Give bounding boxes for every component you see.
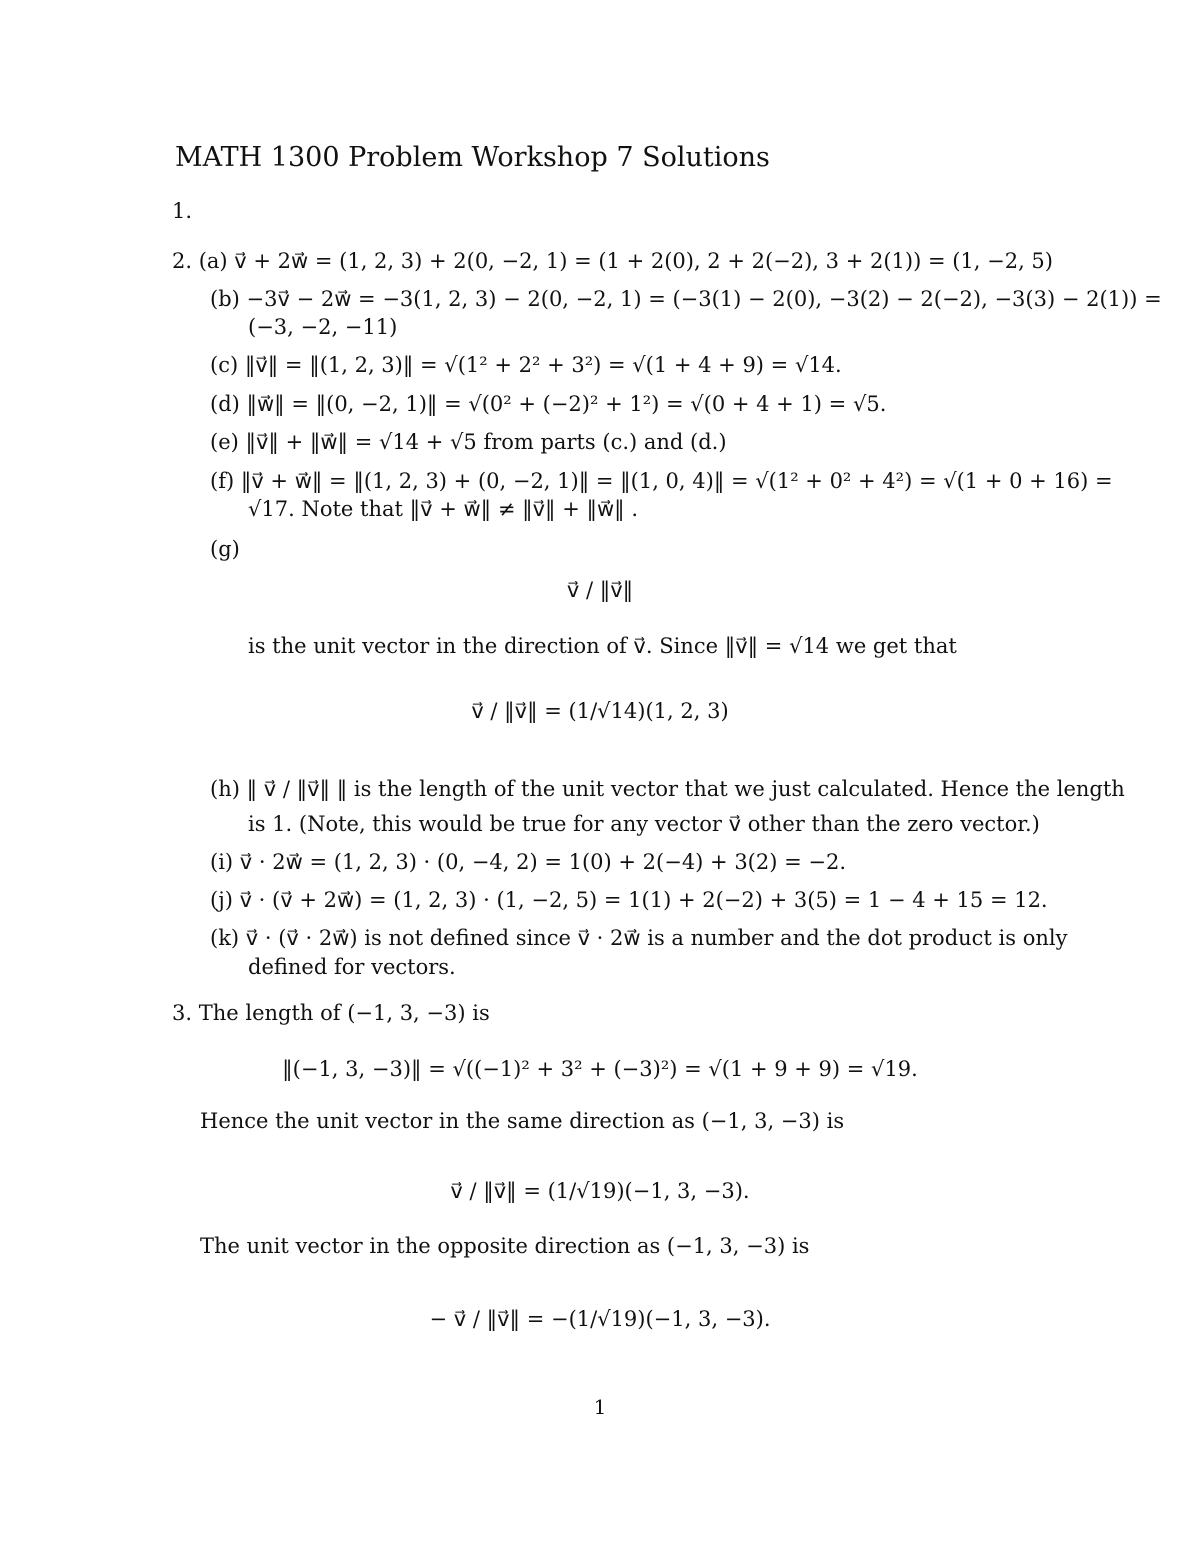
problem-3-opposite-direction: The unit vector in the opposite direction as (−1, 3, −3) is: [200, 1234, 810, 1258]
problem-2c: (c) ‖v⃗‖ = ‖(1, 2, 3)‖ = √(1² + 2² + 3²) = √(1 + 4 + 9) = √14.: [210, 353, 842, 377]
problem-2b: (b) −3v⃗ − 2w⃗ = −3(1, 2, 3) − 2(0, −2, 1) = (−3(1) − 2(0), −3(2) − 2(−2), −3(3) − 2(1)) =: [210, 287, 1162, 311]
display-unit-vector: v⃗ / ‖v⃗‖: [566, 578, 634, 602]
display-length-result: ‖(−1, 3, −3)‖ = √((−1)² + 3² + (−3)²) = √(1 + 9 + 9) = √19.: [282, 1057, 918, 1081]
display-unit-vector-result: v⃗ / ‖v⃗‖ = (1/√14)(1, 2, 3): [471, 699, 729, 723]
problem-3-intro: 3. The length of (−1, 3, −3) is: [172, 1001, 490, 1025]
problem-1-label: 1.: [172, 199, 193, 223]
problem-2j: (j) v⃗ · (v⃗ + 2w⃗) = (1, 2, 3) · (1, −2, 5) = 1(1) + 2(−2) + 3(5) = 1 − 4 + 15 = 12.: [210, 888, 1048, 912]
problem-2f: (f) ‖v⃗ + w⃗‖ = ‖(1, 2, 3) + (0, −2, 1)‖ = ‖(1, 0, 4)‖ = √(1² + 0² + 4²) = √(1 + 0 + 16) =: [210, 469, 1113, 493]
display-opposite-direction-result: − v⃗ / ‖v⃗‖ = −(1/√19)(−1, 3, −3).: [429, 1307, 771, 1331]
problem-2k: (k) v⃗ · (v⃗ · 2w⃗) is not defined since v⃗ · 2w⃗ is a number and the dot product is only: [210, 926, 1068, 950]
problem-2e: (e) ‖v⃗‖ + ‖w⃗‖ = √14 + √5 from parts (c.) and (d.): [210, 430, 727, 454]
problem-2a: 2. (a) v⃗ + 2w⃗ = (1, 2, 3) + 2(0, −2, 1) = (1 + 2(0), 2 + 2(−2), 3 + 2(1)) = (1, −2, 5): [172, 249, 1053, 273]
problem-2h-cont: is 1. (Note, this would be true for any vector v⃗ other than the zero vector.): [248, 812, 1040, 836]
problem-2b-cont: (−3, −2, −11): [248, 315, 398, 339]
problem-3-same-direction: Hence the unit vector in the same direction as (−1, 3, −3) is: [200, 1109, 845, 1133]
page-title: MATH 1300 Problem Workshop 7 Solutions: [175, 142, 770, 173]
problem-2f-cont: √17. Note that ‖v⃗ + w⃗‖ ≠ ‖v⃗‖ + ‖w⃗‖ .: [248, 497, 639, 521]
problem-2g-label: (g): [210, 537, 240, 561]
problem-2i: (i) v⃗ · 2w⃗ = (1, 2, 3) · (0, −4, 2) = 1(0) + 2(−4) + 3(2) = −2.: [210, 850, 847, 874]
problem-2k-cont: defined for vectors.: [248, 955, 456, 979]
problem-2d: (d) ‖w⃗‖ = ‖(0, −2, 1)‖ = √(0² + (−2)² + 1²) = √(0 + 4 + 1) = √5.: [210, 392, 887, 416]
problem-2g-text: is the unit vector in the direction of v⃗. Since ‖v⃗‖ = √14 we get that: [248, 634, 957, 658]
page-number: 1: [593, 1395, 607, 1419]
problem-2h: (h) ‖ v⃗ / ‖v⃗‖ ‖ is the length of the unit vector that we just calculated. Hence the length: [210, 777, 1125, 801]
display-same-direction-result: v⃗ / ‖v⃗‖ = (1/√19)(−1, 3, −3).: [450, 1179, 750, 1203]
